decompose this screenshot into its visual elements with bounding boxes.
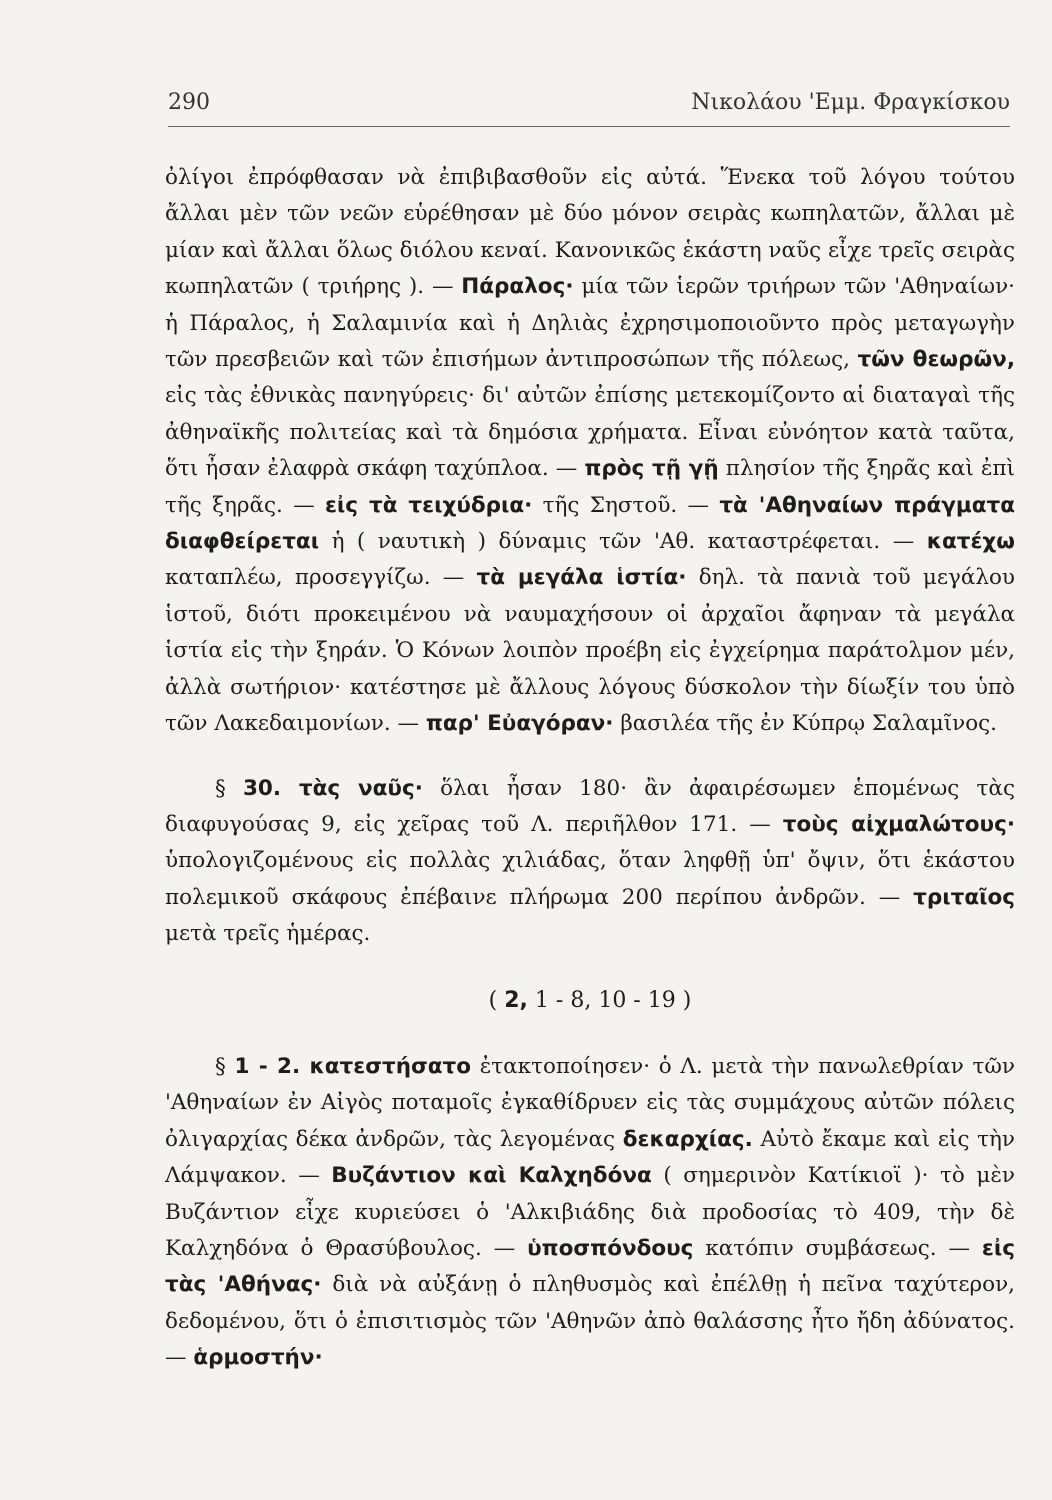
running-title: Νικολάου 'Εμμ. Φραγκίσκου bbox=[691, 90, 1010, 115]
page-number: 290 bbox=[168, 90, 210, 115]
lemma: εἰς τὰ τειχύδρια· bbox=[324, 492, 533, 518]
lemma: δεκαρχίας. bbox=[622, 1126, 753, 1152]
lemma: ὑποσπόνδους bbox=[527, 1235, 694, 1261]
paragraph-3: § 1 - 2. κατεστήσατο ἐτακτοποίησεν· ὁ Λ. μετὰ τὴν πανωλεθρίαν τῶν 'Αθηναίων ἐν Αἰγὸς ποταμοῖς ἐγκαθίδρυεν εἰς τὰς συμμάχους αὐτῶν πόλεις ὀλιγαρχίας δέκα ἀνδρῶν, τὰς λεγομένας δεκαρχίας. Αὐτὸ ἔκαμε καὶ εἰς τὴν Λάμψακον. — Βυζάντιον καὶ Καλχηδόνα ( σημερινὸν Κατίκιοϊ )· τὸ μὲν Βυζάντιον εἶχε κυριεύσει ὁ 'Αλκιβιάδης διὰ προδοσίας τὸ 409, τὴν δὲ Καλχηδόνα ὁ Θρασύβουλος. — ὑποσπόνδους κατόπιν συμβάσεως. — εἰς τὰς 'Αθήνας· διὰ νὰ αὐξάνῃ ὁ πληθυσμὸς καὶ ἐπέλθῃ ἡ πεῖνα ταχύτερον, δεδομένου, ὅτι ὁ ἐπισιτισμὸς τῶν 'Αθηνῶν ἀπὸ θαλάσσης ἦτο ἤδη ἀδύνατος. — ἁρμοστήν· bbox=[165, 1053, 1016, 1371]
lemma: τὰ 'Αθηναίων πράγματα διαφθείρεται bbox=[165, 492, 1016, 555]
lemma: τοὺς αἰχμαλώτους· bbox=[782, 811, 1015, 837]
lemma: Πάραλος· bbox=[461, 274, 574, 300]
header-rule bbox=[168, 126, 1010, 127]
lemma: ἁρμοστήν· bbox=[193, 1345, 323, 1371]
paragraph-2: § 30. τὰς ναῦς· ὅλαι ἦσαν 180· ἂν ἀφαιρέσωμεν ἑπομένως τὰς διαφυγούσας 9, εἰς χεῖρας τοῦ Λ. περιῆλθον 171. — τοὺς αἰχμαλώτους· ὑπολογιζομένους εἰς πολλὰς χιλιάδας, ὅταν ληφθῇ ὑπ' ὄψιν, ὅτι ἑκάστου πολεμικοῦ σκάφους ἐπέβαινε πλήρωμα 200 περίπου ἀνδρῶν. — τριταῖος μετὰ τρεῖς ἡμέρας. bbox=[165, 775, 1015, 947]
lemma: παρ' Εὐαγόραν· bbox=[425, 711, 614, 737]
page-body bbox=[165, 160, 1015, 1377]
lemma: Βυζάντιον καὶ Καλχηδόνα bbox=[331, 1163, 652, 1189]
section-heading: ( 2, 1 - 8, 10 - 19 ) bbox=[488, 987, 692, 1013]
lemma: τὰ μεγάλα ἱστία· bbox=[476, 565, 687, 591]
lemma: κατέχω bbox=[926, 529, 1015, 555]
lemma: 1 - 2. κατεστήσατο bbox=[234, 1053, 472, 1079]
lemma: τῶν θεωρῶν, bbox=[857, 347, 1015, 373]
lemma: τριταῖος bbox=[913, 884, 1015, 910]
lemma: εἰς τὰς 'Αθήνας· bbox=[165, 1235, 1016, 1298]
lemma: 30. τὰς ναῦς· bbox=[242, 775, 423, 801]
paragraph-gap bbox=[165, 743, 1015, 771]
lemma: πρὸς τῇ γῇ bbox=[584, 456, 719, 482]
paragraph-1: ὀλίγοι ἐπρόφθασαν νὰ ἐπιβιβασθοῦν εἰς αὐτά. Ἕνεκα τοῦ λόγου τούτου ἄλλαι μὲν τῶν νεῶν εὑρέθησαν μὲ δύο μόνον σειρὰς κωπηλατῶν, ἄλλαι μὲ μίαν καὶ ἄλλαι ὅλως διόλου κεναί. Κανονικῶς ἑκάστη ναῦς εἶχε τρεῖς σειρὰς κωπηλατῶν ( τριήρης ). — Πάραλος· μία τῶν ἱερῶν τριήρων τῶν 'Αθηναίων· ἡ Πάραλος, ἡ Σαλαμινία καὶ ἡ Δηλιὰς ἐχρησιμοποιοῦντο πρὸς μεταγωγὴν τῶν πρεσβειῶν καὶ τῶν ἐπισήμων ἀντιπροσώπων τῆς πόλεως, τῶν θεωρῶν, εἰς τὰς ἐθνικὰς πανηγύρεις· δι' αὐτῶν ἐπίσης μετεκομίζοντο αἱ διαταγαὶ τῆς ἀθηναϊκῆς πολιτείας καὶ τὰ δημόσια χρήματα. Εἶναι εὐνόητον κατὰ ταῦτα, ὅτι ἦσαν ἐλαφρὰ σκάφη ταχύπλοα. — πρὸς τῇ γῇ πλησίον τῆς ξηρᾶς καὶ ἐπὶ τῆς ξηρᾶς. — εἰς τὰ τειχύδρια· τῆς Σηστοῦ. — τὰ 'Αθηναίων πράγματα διαφθείρεται ἡ ( ναυτικὴ ) δύναμις τῶν 'Αθ. καταστρέφεται. — κατέχω καταπλέω, προσεγγίζω. — τὰ μεγάλα ἱστία· δηλ. τὰ πανιὰ τοῦ μεγάλου ἱστοῦ, διότι προκειμένου νὰ ναυμαχήσουν οἱ ἀρχαῖοι ἄφηναν τὰ μεγάλα ἱστία εἰς τὴν ξηράν. Ὁ Κόνων λοιπὸν προέβη εἰς ἐγχείρημα παράτολμον μέν, ἀλλὰ σωτήριον· κατέστησε μὲ ἄλλους λόγους δύσκολον τὴν δίωξίν του ὑπὸ τῶν Λακεδαιμονίων. — παρ' Εὐαγόραν· βασιλέα τῆς ἐν Κύπρῳ Σαλαμῖνος. bbox=[165, 165, 1016, 737]
